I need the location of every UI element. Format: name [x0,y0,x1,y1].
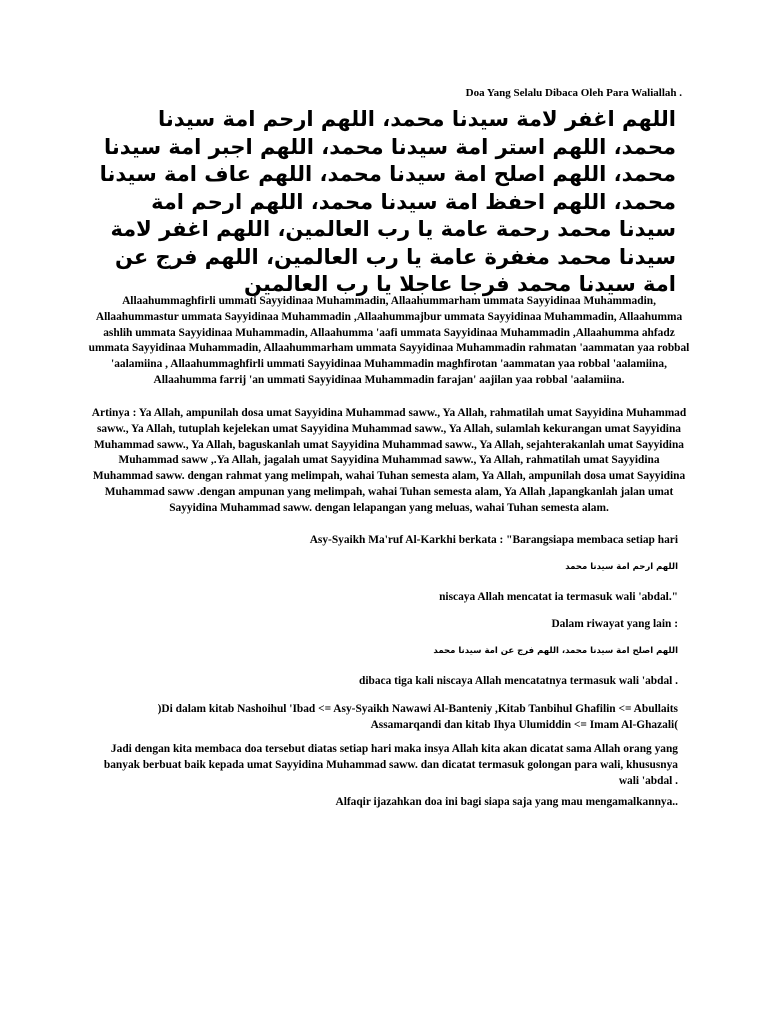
quote-intro: Asy-Syaikh Ma'ruf Al-Karkhi berkata : "Barangsiapa membaca setiap hari [309,534,678,546]
riwayat-label: Dalam riwayat yang lain : [551,618,678,630]
closing-paragraph: Jadi dengan kita membaca doa tersebut diatas setiap hari maka insya Allah kita akan dicatat sama Allah orang yang banyak berbuat baik kepada umat Sayyidina Muhammad saww. dan dicatat termasuk golongan para wali, khususnya wali 'abdal . [103,743,678,787]
quote-arabic-2: اللهم اصلح امة سيدنا محمد، اللهم فرج عن امة سيدنا محمد [433,646,678,656]
transliteration-paragraph: Allaahummaghfirli ummati Sayyidinaa Muhammadin, Allaahummarham ummata Sayyidinaa Muhammadin, Allaahummastur ummata Sayyidinaa Muhammadin ,Allaahummajbur ummata Sayyidinaa Muhammadin, Allaahumma ashlih ummata Sayyidinaa Muhammadin, Allaahumma 'aafi ummata Sayyidinaa Muhammadin ,Allaahumma ahfadz ummata Sayyidinaa Muhammadin, Allaahummarham ummata Sayyidinaa Muhammadin rahmatan 'aammatan yaa robbal 'aalamiina , Allaahummaghfirli ummati Sayyidinaa Muhammadin maghfirotan 'aammatan yaa robbal 'aalamiina, Allaahumma farrij 'an ummati Sayyidinaa Muhammadin farajan' aajilan yaa robbal 'aalamiina. [88,295,690,386]
arabic-prayer-text: اللهم اغفر لامة سيدنا محمد، اللهم ارحم امة سيدنا محمد، اللهم استر امة سيدنا محمد، اللهم اجبر امة سيدنا محمد، اللهم اصلح امة سيدنا محمد، اللهم عاف امة سيدنا محمد، اللهم احفظ امة سيدنا محمد، اللهم ارحم امة سيدنا محمد رحمة عامة يا رب العالمين، اللهم اغفر لامة سيدنا محمد مغفرة عامة يا رب العالمين، اللهم فرج عن امة سيدنا محمد فرجا عاجلا يا رب العالمين [99,107,676,296]
quote-result-2: dibaca tiga kali niscaya Allah mencatatnya termasuk wali 'abdal . [359,675,678,687]
quote-arabic-1: اللهم ارحم امة سيدنا محمد [565,562,678,572]
ijazah-note: Alfaqir ijazahkan doa ini bagi siapa saja yang mau mengamalkannya.. [335,796,678,808]
document-title: Doa Yang Selalu Dibaca Oleh Para Waliallah . [465,87,682,99]
quote-result-1: niscaya Allah mencatat ia termasuk wali 'abdal." [439,591,678,603]
source-reference: )Di dalam kitab Nashoihul 'Ibad <= Asy-Syaikh Nawawi Al-Banteniy ,Kitab Tanbihul Ghafilin <= Abullaits Assamarqandi dan kitab Ihya Ulumiddin <= Imam Al-Ghazali( [157,703,678,731]
translation-paragraph: Artinya : Ya Allah, ampunilah dosa umat Sayyidina Muhammad saww., Ya Allah, rahmatilah umat Sayyidina Muhammad saww., Ya Allah, tutuplah kejelekan umat Sayyidina Muhammad saww., Ya Allah, sulamlah kekurangan umat Sayyidina Muhammad saww., Ya Allah, baguskanlah umat Sayyidina Muhammad saww., Ya Allah, sejahterakanlah umat Sayyidina Muhammad saww ,.Ya Allah, jagalah umat Sayyidina Muhammad saww., Ya Allah, rahmatilah umat Sayyidina Muhammad saww. dengan rahmat yang melimpah, wahai Tuhan semesta alam, Ya Allah, ampunilah dosa umat Sayyidina Muhammad saww .dengan ampunan yang melimpah, wahai Tuhan semesta alam, Ya Allah ,lapangkanlah jalan umat Sayyidina Muhammad saww. dengan lelapangan yang meluas, wahai Tuhan semesta alam. [91,407,687,514]
